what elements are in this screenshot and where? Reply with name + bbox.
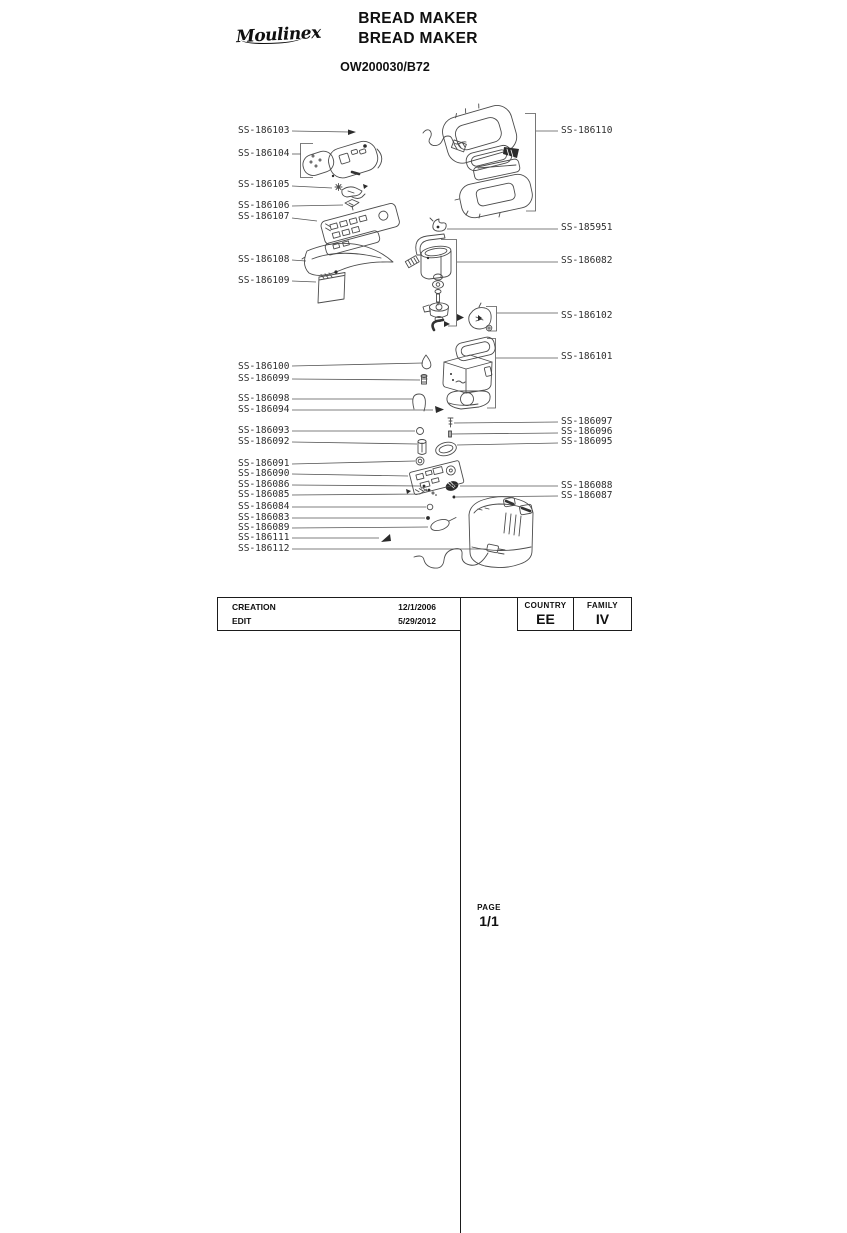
edit-date: 5/29/2012	[398, 616, 436, 626]
page-cell	[460, 598, 517, 1233]
edit-row	[218, 616, 460, 626]
part-label-ss-186099: SS-186099	[238, 373, 290, 384]
part-label-ss-186108: SS-186108	[238, 254, 290, 265]
part-label-ss-186107: SS-186107	[238, 211, 290, 222]
creation-label: CREATION	[232, 602, 276, 612]
part-label-ss-186093: SS-186093	[238, 425, 290, 436]
control-panel-drawing	[300, 138, 381, 189]
country-label: COUNTRY	[524, 601, 567, 610]
part-label-ss-186110: SS-186110	[561, 125, 613, 136]
title-line-1: BREAD MAKER	[358, 10, 478, 27]
info-table	[217, 597, 632, 929]
pcb-drawing	[406, 460, 464, 495]
bread-pan-assembly-drawing	[405, 234, 451, 330]
lid-assembly-drawing	[423, 96, 535, 220]
family-cell	[573, 598, 631, 630]
revision-cell	[218, 598, 460, 630]
page-value: 1/1	[479, 912, 499, 929]
part-label-ss-186086: SS-186086	[238, 479, 290, 490]
part-label-ss-186096: SS-186096	[561, 426, 613, 437]
part-label-ss-186089: SS-186089	[238, 522, 290, 533]
part-label-ss-186109: SS-186109	[238, 275, 290, 286]
part-label-ss-186111: SS-186111	[238, 532, 290, 543]
part-label-ss-186084: SS-186084	[238, 501, 290, 512]
plate-drawing	[318, 273, 345, 304]
clip-drawing	[345, 200, 359, 211]
part-label-ss-186087: SS-186087	[561, 490, 613, 501]
part-label-ss-186101: SS-186101	[561, 351, 613, 362]
part-label-ss-186100: SS-186100	[238, 361, 290, 372]
leader-lines	[292, 114, 558, 550]
coupling-drawing	[457, 303, 492, 331]
part-label-ss-186088: SS-186088	[561, 480, 613, 491]
part-label-ss-186106: SS-186106	[238, 200, 290, 211]
part-label-ss-186095: SS-186095	[561, 436, 613, 447]
keypad-drawing	[320, 202, 401, 255]
part-label-ss-186091: SS-186091	[238, 458, 290, 469]
country-value: EE	[536, 611, 555, 627]
part-label-ss-186098: SS-186098	[238, 393, 290, 404]
title-line-2: BREAD MAKER	[358, 30, 478, 47]
part-label-ss-186082: SS-186082	[561, 255, 613, 266]
dispenser-cover-drawing	[302, 243, 393, 275]
creation-row	[218, 602, 460, 612]
part-label-ss-186090: SS-186090	[238, 468, 290, 479]
edit-label: EDIT	[232, 616, 252, 626]
part-label-ss-186105: SS-186105	[238, 179, 290, 190]
part-label-ss-186094: SS-186094	[238, 404, 290, 415]
kneading-paddle-drawing	[430, 218, 446, 231]
family-label: FAMILY	[587, 601, 618, 610]
bread-bucket-drawing	[469, 497, 533, 568]
part-label-ss-186103: SS-186103	[238, 125, 290, 136]
part-label-ss-186112: SS-186112	[238, 543, 290, 554]
creation-date: 12/1/2006	[398, 602, 436, 612]
part-label-ss-186102: SS-186102	[561, 310, 613, 321]
family-value: IV	[595, 611, 610, 627]
part-label-ss-186092: SS-186092	[238, 436, 290, 447]
part-label-ss-185951: SS-185951	[561, 222, 613, 233]
page-label: PAGE	[477, 902, 501, 912]
moulinex-logo: Moulinex	[235, 22, 322, 48]
country-cell	[517, 598, 573, 630]
part-label-ss-186085: SS-186085	[238, 489, 290, 500]
small-parts-drawing	[381, 355, 460, 542]
model-number: OW200030/B72	[340, 60, 430, 74]
part-label-ss-186097: SS-186097	[561, 416, 613, 427]
housing-stack-drawing	[443, 336, 497, 409]
latch-lever-drawing	[335, 184, 365, 199]
power-cord-drawing	[414, 544, 505, 568]
part-label-ss-186104: SS-186104	[238, 148, 290, 159]
part-label-ss-186083: SS-186083	[238, 512, 290, 523]
